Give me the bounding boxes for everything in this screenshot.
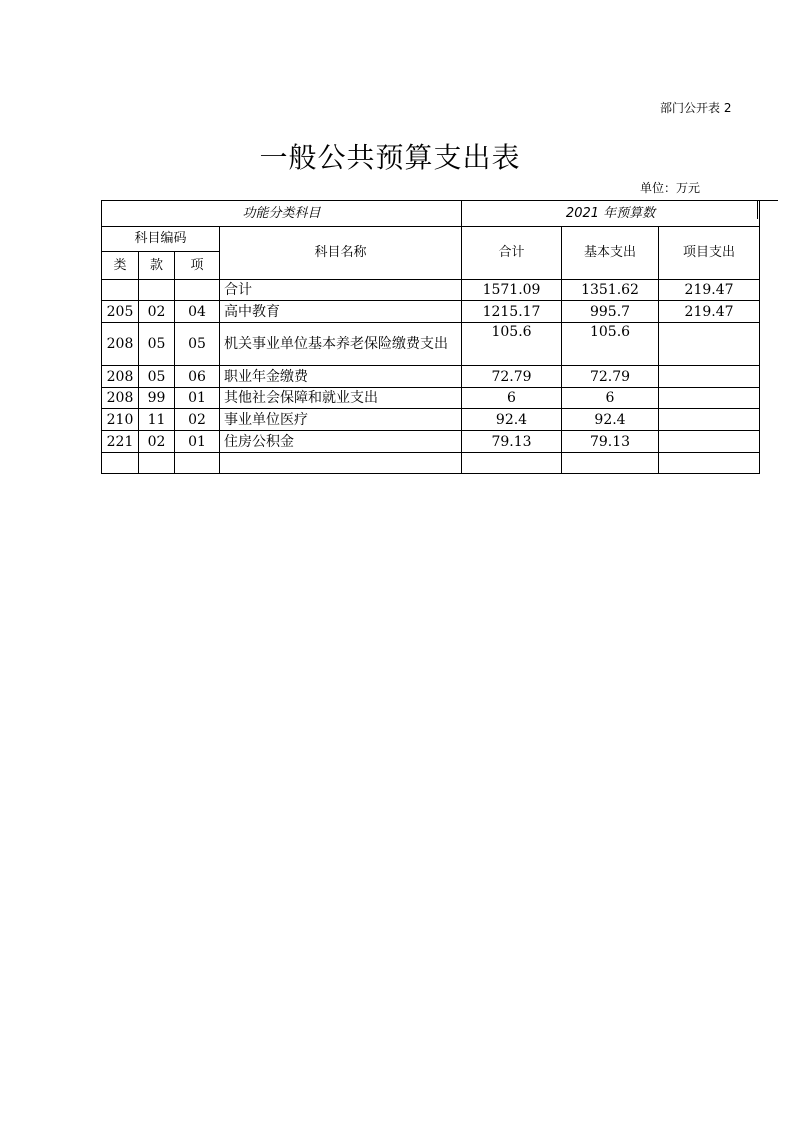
cell-kuan: 11 <box>139 409 175 431</box>
cell-name: 其他社会保障和就业支出 <box>220 388 462 409</box>
cell-project <box>659 388 760 409</box>
cell-project <box>659 409 760 431</box>
cell-name: 合计 <box>220 280 462 301</box>
unit-label: 单位：万元 <box>640 181 701 195</box>
cell-kuan <box>139 280 175 301</box>
cell-project <box>659 366 760 388</box>
basic-header: 基本支出 <box>562 227 659 280</box>
cell-xiang: 05 <box>175 323 220 366</box>
cell-lei: 208 <box>102 388 139 409</box>
table-code-header-row <box>102 227 760 252</box>
cell-project: 219.47 <box>659 301 760 323</box>
cell-basic <box>562 453 659 474</box>
form-number: 部门公开表 2 <box>660 101 732 115</box>
table-row <box>102 301 760 323</box>
cell-lei: 210 <box>102 409 139 431</box>
cell-project <box>659 323 760 366</box>
table-row <box>102 431 760 453</box>
group-header-function: 功能分类科目 <box>102 201 462 227</box>
cell-xiang: 04 <box>175 301 220 323</box>
cell-basic: 6 <box>562 388 659 409</box>
budget-table <box>101 200 760 474</box>
name-header: 科目名称 <box>220 227 462 280</box>
cell-total: 72.79 <box>462 366 562 388</box>
cell-kuan: 99 <box>139 388 175 409</box>
table-edge-mark <box>757 200 778 219</box>
cell-project <box>659 431 760 453</box>
cell-kuan: 02 <box>139 431 175 453</box>
cell-lei: 208 <box>102 323 139 366</box>
cell-basic: 72.79 <box>562 366 659 388</box>
group-header-budget: 2021 年预算数 <box>462 201 760 227</box>
table-row <box>102 280 760 301</box>
cell-name: 机关事业单位基本养老保险缴费支出 <box>220 323 462 366</box>
cell-total: 92.4 <box>462 409 562 431</box>
cell-name: 高中教育 <box>220 301 462 323</box>
cell-name: 住房公积金 <box>220 431 462 453</box>
cell-kuan <box>139 453 175 474</box>
cell-xiang: 01 <box>175 388 220 409</box>
cell-xiang <box>175 280 220 301</box>
cell-project: 219.47 <box>659 280 760 301</box>
kuan-header: 款 <box>139 252 175 280</box>
cell-lei: 221 <box>102 431 139 453</box>
cell-basic: 105.6 <box>562 323 659 366</box>
table-group-header-row <box>102 201 760 227</box>
cell-total: 79.13 <box>462 431 562 453</box>
cell-lei: 208 <box>102 366 139 388</box>
cell-xiang: 01 <box>175 431 220 453</box>
cell-xiang: 06 <box>175 366 220 388</box>
cell-total: 105.6 <box>462 323 562 366</box>
code-header: 科目编码 <box>102 227 220 252</box>
cell-kuan: 05 <box>139 366 175 388</box>
table-row <box>102 323 760 366</box>
project-header: 项目支出 <box>659 227 760 280</box>
cell-name: 事业单位医疗 <box>220 409 462 431</box>
cell-name: 职业年金缴费 <box>220 366 462 388</box>
cell-total: 6 <box>462 388 562 409</box>
cell-lei <box>102 453 139 474</box>
cell-basic: 1351.62 <box>562 280 659 301</box>
cell-total: 1215.17 <box>462 301 562 323</box>
cell-xiang: 02 <box>175 409 220 431</box>
table-row <box>102 388 760 409</box>
cell-basic: 995.7 <box>562 301 659 323</box>
table-row <box>102 453 760 474</box>
cell-basic: 92.4 <box>562 409 659 431</box>
cell-name <box>220 453 462 474</box>
total-header: 合计 <box>462 227 562 280</box>
table-row <box>102 366 760 388</box>
page-title: 一般公共预算支出表 <box>259 141 521 174</box>
cell-xiang <box>175 453 220 474</box>
cell-total <box>462 453 562 474</box>
cell-basic: 79.13 <box>562 431 659 453</box>
cell-lei: 205 <box>102 301 139 323</box>
cell-total: 1571.09 <box>462 280 562 301</box>
cell-lei <box>102 280 139 301</box>
lei-header: 类 <box>102 252 139 280</box>
cell-project <box>659 453 760 474</box>
cell-kuan: 02 <box>139 301 175 323</box>
table-row <box>102 409 760 431</box>
cell-kuan: 05 <box>139 323 175 366</box>
xiang-header: 项 <box>175 252 220 280</box>
